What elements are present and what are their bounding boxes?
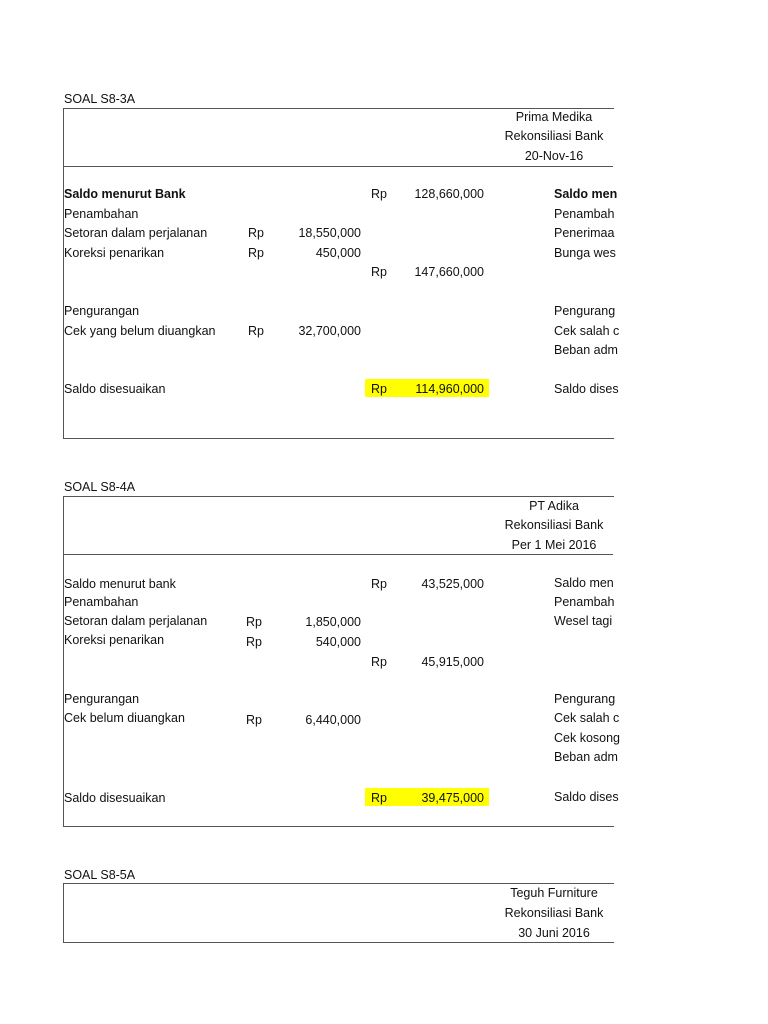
koreksi-label: Koreksi penarikan bbox=[64, 633, 165, 647]
header-divider bbox=[63, 554, 613, 555]
amount: 450,000 bbox=[315, 246, 361, 260]
right-col-text: Bunga wes bbox=[554, 246, 616, 260]
currency: Rp bbox=[371, 791, 387, 805]
right-col-text: Saldo men bbox=[554, 187, 618, 201]
right-col-text: Saldo dises bbox=[554, 790, 619, 804]
koreksi-label: Koreksi penarikan bbox=[64, 246, 165, 260]
report-title: Rekonsiliasi Bank bbox=[504, 129, 604, 143]
saldo-bank-label: Saldo menurut bank bbox=[64, 577, 176, 591]
section-label: SOAL S8-4A bbox=[64, 480, 136, 494]
currency: Rp bbox=[248, 324, 264, 338]
currency: Rp bbox=[246, 615, 262, 629]
right-col-text: Saldo dises bbox=[554, 382, 619, 396]
report-title: Rekonsiliasi Bank bbox=[504, 906, 604, 920]
currency: Rp bbox=[371, 655, 387, 669]
setoran-label: Setoran dalam perjalanan bbox=[64, 226, 208, 240]
right-col-text: Penambah bbox=[554, 207, 615, 221]
saldo-bank-label: Saldo menurut Bank bbox=[64, 187, 186, 201]
right-col-text: Pengurang bbox=[554, 692, 616, 706]
penambahan-label: Penambahan bbox=[64, 207, 139, 221]
right-col-text: Cek kosong bbox=[554, 731, 621, 745]
pengurangan-label: Pengurangan bbox=[64, 304, 140, 318]
amount: 43,525,000 bbox=[421, 577, 484, 591]
cek-label: Cek belum diuangkan bbox=[64, 711, 185, 725]
company-name: Prima Medika bbox=[515, 110, 593, 124]
company-name: Teguh Furniture bbox=[510, 886, 598, 900]
final-amount: 39,475,000 bbox=[421, 791, 484, 805]
final-amount: 114,960,000 bbox=[415, 382, 484, 396]
report-title: Rekonsiliasi Bank bbox=[504, 518, 604, 532]
currency: Rp bbox=[246, 713, 262, 727]
right-col-text: Beban adm bbox=[554, 343, 618, 357]
currency: Rp bbox=[371, 382, 387, 396]
report-date: Per 1 Mei 2016 bbox=[511, 538, 597, 552]
pengurangan-label: Pengurangan bbox=[64, 692, 140, 706]
saldo-adj-label: Saldo disesuaikan bbox=[64, 791, 166, 805]
section-label: SOAL S8-5A bbox=[64, 868, 136, 882]
right-col-text: Pengurang bbox=[554, 304, 616, 318]
penambahan-label: Penambahan bbox=[64, 595, 139, 609]
currency: Rp bbox=[371, 577, 387, 591]
right-col-text: Beban adm bbox=[554, 750, 618, 764]
subtotal-amount: 147,660,000 bbox=[414, 265, 484, 279]
cek-label: Cek yang belum diuangkan bbox=[64, 324, 216, 338]
company-name: PT Adika bbox=[529, 499, 579, 513]
currency: Rp bbox=[246, 635, 262, 649]
amount: 18,550,000 bbox=[298, 226, 361, 240]
report-date: 20-Nov-16 bbox=[524, 149, 584, 163]
setoran-label: Setoran dalam perjalanan bbox=[64, 614, 208, 628]
right-col-text: Cek salah c bbox=[554, 324, 620, 338]
currency: Rp bbox=[248, 226, 264, 240]
amount: 540,000 bbox=[315, 635, 361, 649]
saldo-adj-label: Saldo disesuaikan bbox=[64, 382, 166, 396]
currency: Rp bbox=[248, 246, 264, 260]
report-date: 30 Juni 2016 bbox=[518, 926, 590, 940]
amount: 1,850,000 bbox=[305, 615, 361, 629]
amount: 6,440,000 bbox=[305, 713, 361, 727]
currency: Rp bbox=[371, 187, 387, 201]
right-col-text: Penambah bbox=[554, 595, 615, 609]
right-col-text: Wesel tagi bbox=[554, 614, 613, 628]
right-col-text: Saldo men bbox=[554, 576, 614, 590]
right-col-text: Penerimaa bbox=[554, 226, 615, 240]
header-divider bbox=[63, 166, 613, 167]
amount: 128,660,000 bbox=[414, 187, 484, 201]
subtotal-amount: 45,915,000 bbox=[421, 655, 484, 669]
currency: Rp bbox=[371, 265, 387, 279]
amount: 32,700,000 bbox=[298, 324, 361, 338]
section-label: SOAL S8-3A bbox=[64, 92, 136, 106]
right-col-text: Cek salah c bbox=[554, 711, 620, 725]
